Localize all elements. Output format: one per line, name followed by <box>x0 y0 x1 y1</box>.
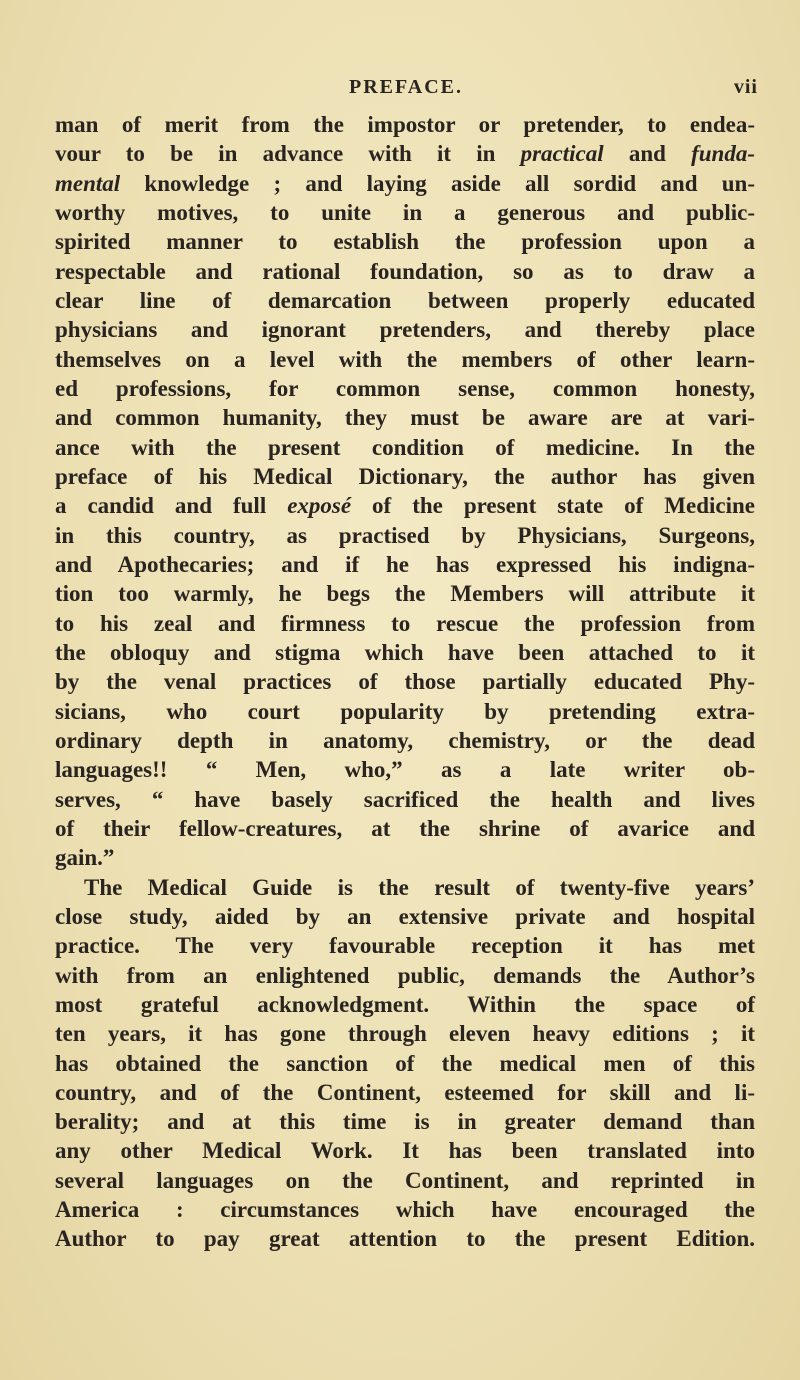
text-line <box>55 638 755 667</box>
text-line <box>55 843 755 872</box>
text-segment: in this country, as practised by Physicians, Surgeons, <box>55 522 755 548</box>
text-segment: and Apothecaries; and if he has expressed his indigna- <box>55 551 755 577</box>
text-segment: of the present state of Medicine <box>351 493 755 519</box>
text-segment: country, and of the Continent, esteemed for skill and li- <box>55 1079 755 1105</box>
text-line <box>55 462 755 491</box>
text-segment: The Medical Guide is the result of twenty-five years’ <box>84 874 755 900</box>
text-line <box>55 579 755 608</box>
text-line <box>55 110 755 139</box>
text-line <box>55 814 755 843</box>
text-line <box>55 1078 755 1107</box>
text-line <box>55 403 755 432</box>
text-segment: and common humanity, they must be aware are at vari- <box>55 405 755 431</box>
text-line <box>55 1166 755 1195</box>
text-line <box>55 345 755 374</box>
text-line <box>55 726 755 755</box>
text-segment: by the venal practices of those partially educated Phy- <box>55 669 755 695</box>
italic-text: practical <box>520 141 604 167</box>
text-line <box>55 990 755 1019</box>
text-segment: man of merit from the impostor or pretender, to endea- <box>55 112 755 137</box>
text-line <box>55 315 755 344</box>
text-segment: ten years, it has gone through eleven heavy editions ; it <box>55 1021 755 1047</box>
text-segment: most grateful acknowledgment. Within the space of <box>55 991 755 1017</box>
text-line <box>55 785 755 814</box>
text-segment: to his zeal and firmness to rescue the profession from <box>55 610 755 636</box>
text-segment: spirited manner to establish the profession upon a <box>55 229 755 255</box>
text-segment: ed professions, for common sense, common honesty, <box>55 375 755 401</box>
text-line <box>55 257 755 286</box>
text-segment: close study, aided by an extensive private and hospital <box>55 903 755 929</box>
text-segment: ance with the present condition of medicine. In the <box>55 434 755 460</box>
text-line <box>55 550 755 579</box>
text-segment: Author to pay great attention to the present Edition. <box>55 1226 755 1252</box>
text-line <box>55 433 755 462</box>
text-segment: with from an enlightened public, demands the Author’s <box>55 962 755 988</box>
text-line <box>55 1224 755 1253</box>
text-segment: themselves on a level with the members of other learn- <box>55 346 755 372</box>
text-segment: clear line of demarcation between properly educated <box>55 287 755 313</box>
text-line <box>55 139 755 168</box>
text-line <box>55 755 755 784</box>
text-segment: several languages on the Continent, and reprinted in <box>55 1167 755 1193</box>
text-line <box>55 1136 755 1165</box>
text-segment: vour to be in advance with it in <box>55 141 521 167</box>
text-line <box>55 1019 755 1048</box>
text-segment: of their fellow-creatures, at the shrine of avarice and <box>55 815 755 841</box>
text-segment: worthy motives, to unite in a generous and public- <box>55 199 755 225</box>
text-segment: and <box>603 141 692 167</box>
text-line <box>55 374 755 403</box>
text-segment: has obtained the sanction of the medical men of this <box>55 1050 755 1076</box>
italic-text: mental <box>55 170 121 196</box>
text-line <box>55 1107 755 1136</box>
text-segment: respectable and rational foundation, so as to draw a <box>55 258 755 284</box>
text-segment: sicians, who court popularity by pretending extra- <box>55 698 755 724</box>
text-line <box>55 961 755 990</box>
text-line <box>55 491 755 520</box>
text-segment: America : circumstances which have encouraged the <box>55 1197 755 1223</box>
text-line <box>55 227 755 256</box>
running-head: PREFACE. <box>349 76 463 98</box>
page-header <box>54 76 758 106</box>
text-segment: physicians and ignorant pretenders, and thereby place <box>55 317 755 343</box>
text-segment: the obloquy and stigma which have been attached to it <box>55 639 755 665</box>
text-segment: a candid and full <box>55 493 288 519</box>
text-line <box>55 521 755 550</box>
text-line <box>55 1195 755 1224</box>
text-segment: tion too warmly, he begs the Members will attribute it <box>55 581 755 607</box>
text-line <box>55 1049 755 1078</box>
text-line <box>55 169 755 198</box>
text-line <box>55 697 755 726</box>
text-segment: languages!! “ Men, who,” as a late writer ob- <box>55 757 755 783</box>
text-line <box>55 667 755 696</box>
text-line <box>55 198 755 227</box>
text-segment: serves, “ have basely sacrificed the health and lives <box>55 786 755 812</box>
text-segment: knowledge ; and laying aside all sordid and un- <box>120 170 755 196</box>
text-segment: preface of his Medical Dictionary, the author has given <box>55 463 755 489</box>
italic-text: exposé <box>287 493 352 519</box>
italic-text: funda- <box>691 141 755 167</box>
text-segment: berality; and at this time is in greater demand than <box>55 1109 755 1135</box>
text-line <box>55 609 755 638</box>
page-number: vii <box>733 76 758 98</box>
text-segment: ordinary depth in anatomy, chemistry, or the dead <box>55 727 755 753</box>
text-line <box>55 873 755 902</box>
text-line <box>55 931 755 960</box>
text-segment: gain.” <box>55 845 115 871</box>
text-segment: practice. The very favourable reception it has met <box>55 933 755 959</box>
text-segment: any other Medical Work. It has been translated into <box>55 1138 755 1164</box>
preface-body-text <box>55 110 755 1254</box>
text-line <box>55 286 755 315</box>
text-line <box>55 902 755 931</box>
